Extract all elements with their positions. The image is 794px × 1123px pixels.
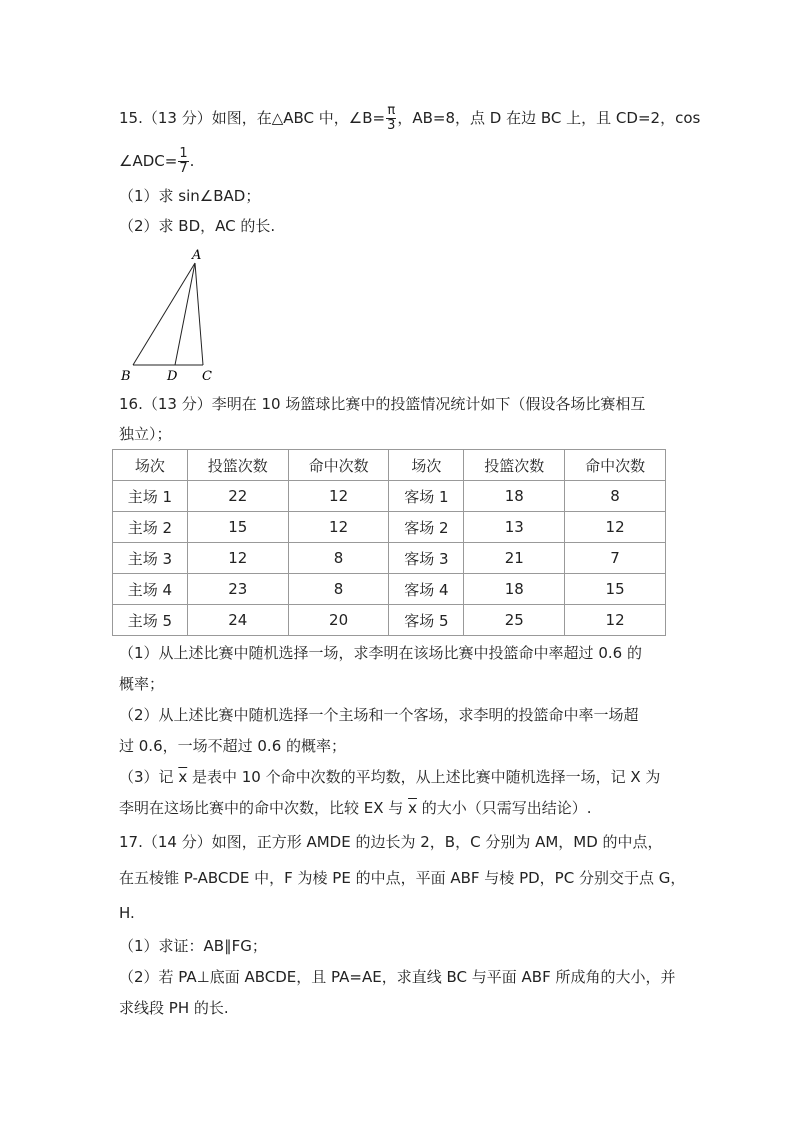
- table-header-cell: 场次: [113, 450, 188, 481]
- q16-part3-line2-suffix: 的大小（只需写出结论）.: [416, 799, 592, 817]
- q15-part2: （2）求 BD，AC 的长.: [119, 217, 276, 235]
- edge-ad: [175, 263, 195, 365]
- table-header-cell: 命中次数: [565, 450, 666, 481]
- table-cell: 主场 4: [113, 574, 188, 605]
- q16-part3-line2-prefix: 李明在这场比赛中的命中次数，比较 EX 与: [119, 799, 409, 817]
- q16-part3-line2: [119, 798, 592, 818]
- q17-line2: 在五棱锥 P-ABCDE 中，F 为棱 PE 的中点，平面 ABF 与棱 PD，PC 分别交于点 G，: [119, 869, 686, 887]
- table-cell: 客场 3: [389, 543, 464, 574]
- q15-line2-suffix: .: [189, 152, 195, 170]
- table-cell: 13: [464, 512, 565, 543]
- q15-line2: [119, 147, 194, 176]
- table-header-cell: 场次: [389, 450, 464, 481]
- cos-adc-fraction: [178, 147, 188, 176]
- table-cell: 12: [288, 512, 389, 543]
- table-row: [113, 512, 666, 543]
- table-row: [113, 543, 666, 574]
- cos-numerator: 1: [179, 146, 188, 161]
- q16-part3-text: 是表中 10 个命中次数的平均数，从上述比赛中随机选择一场，记 X 为: [187, 768, 661, 786]
- q17-part1: （1）求证：AB∥FG；: [119, 937, 267, 955]
- table-cell: 15: [565, 574, 666, 605]
- table-cell: 22: [187, 481, 288, 512]
- table-row: [113, 481, 666, 512]
- x-bar-symbol: $\overline{x}$: [408, 799, 417, 817]
- q17-line3: H.: [119, 904, 135, 922]
- angle-b-numerator: π: [387, 103, 396, 118]
- q16-part2-line1: （2）从上述比赛中随机选择一个主场和一个客场，求李明的投篮命中率一场超: [119, 706, 639, 724]
- edge-ac: [195, 263, 203, 365]
- table-cell: 8: [288, 574, 389, 605]
- table-cell: 12: [565, 605, 666, 636]
- table-header-cell: 命中次数: [288, 450, 389, 481]
- table-cell: 主场 2: [113, 512, 188, 543]
- q16-part1-line1: （1）从上述比赛中随机选择一场，求李明在该场比赛中投篮命中率超过 0.6 的: [119, 644, 642, 662]
- edge-ab: [133, 263, 195, 365]
- x-bar-symbol: $\overline{x}$: [178, 768, 188, 786]
- shooting-stats-table: [112, 449, 666, 636]
- q15-line1-prefix: 15.（13 分）如图，在△ABC 中，∠B=: [119, 109, 386, 127]
- table-cell: 18: [464, 574, 565, 605]
- table-cell: 21: [464, 543, 565, 574]
- table-cell: 23: [187, 574, 288, 605]
- q16-part2-line2: 过 0.6，一场不超过 0.6 的概率；: [119, 737, 347, 755]
- q17-part2-line2: 求线段 PH 的长.: [119, 999, 229, 1017]
- q16-line1: 16.（13 分）李明在 10 场篮球比赛中的投篮情况统计如下（假设各场比赛相互: [119, 395, 646, 413]
- q16-part1-line2: 概率；: [119, 675, 165, 693]
- label-b: B: [121, 369, 131, 384]
- table-header-cell: 投篮次数: [464, 450, 565, 481]
- q15-line1: [119, 104, 700, 133]
- table-cell: 7: [565, 543, 666, 574]
- q17-part2-line1: （2）若 PA⊥底面 ABCDE，且 PA=AE，求直线 BC 与平面 ABF 所成角的大小，并: [119, 968, 676, 986]
- table-header-row: [113, 450, 666, 481]
- q17-line1: 17.（14 分）如图，正方形 AMDE 的边长为 2，B，C 分别为 AM，MD 的中点，: [119, 833, 663, 851]
- angle-b-fraction: [386, 104, 396, 133]
- table-cell: 主场 5: [113, 605, 188, 636]
- q15-line1-suffix: ，AB=8，点 D 在边 BC 上，且 CD=2，cos: [397, 109, 701, 127]
- q15-part1: （1）求 sin∠BAD；: [119, 187, 261, 205]
- table-cell: 25: [464, 605, 565, 636]
- triangle-figure: [110, 245, 230, 385]
- label-a: A: [192, 248, 202, 263]
- table-header-cell: 投篮次数: [187, 450, 288, 481]
- q15-line2-prefix: ∠ADC=: [119, 152, 178, 170]
- label-c: C: [202, 369, 212, 384]
- table-row: [113, 605, 666, 636]
- q16-part3-line1: [119, 767, 660, 787]
- table-cell: 主场 3: [113, 543, 188, 574]
- table-cell: 15: [187, 512, 288, 543]
- table-cell: 客场 4: [389, 574, 464, 605]
- table-cell: 12: [187, 543, 288, 574]
- angle-b-denominator: 3: [387, 118, 396, 133]
- table-cell: 客场 5: [389, 605, 464, 636]
- table-cell: 主场 1: [113, 481, 188, 512]
- table-cell: 12: [288, 481, 389, 512]
- table-cell: 18: [464, 481, 565, 512]
- cos-denominator: 7: [179, 161, 188, 176]
- label-d: D: [167, 369, 178, 384]
- table-cell: 客场 1: [389, 481, 464, 512]
- q16-part3-prefix: （3）记: [119, 768, 179, 786]
- table-cell: 12: [565, 512, 666, 543]
- table-cell: 客场 2: [389, 512, 464, 543]
- table-cell: 20: [288, 605, 389, 636]
- q16-line2: 独立）；: [119, 425, 172, 443]
- table-cell: 8: [288, 543, 389, 574]
- table-row: [113, 574, 666, 605]
- table-cell: 8: [565, 481, 666, 512]
- table-cell: 24: [187, 605, 288, 636]
